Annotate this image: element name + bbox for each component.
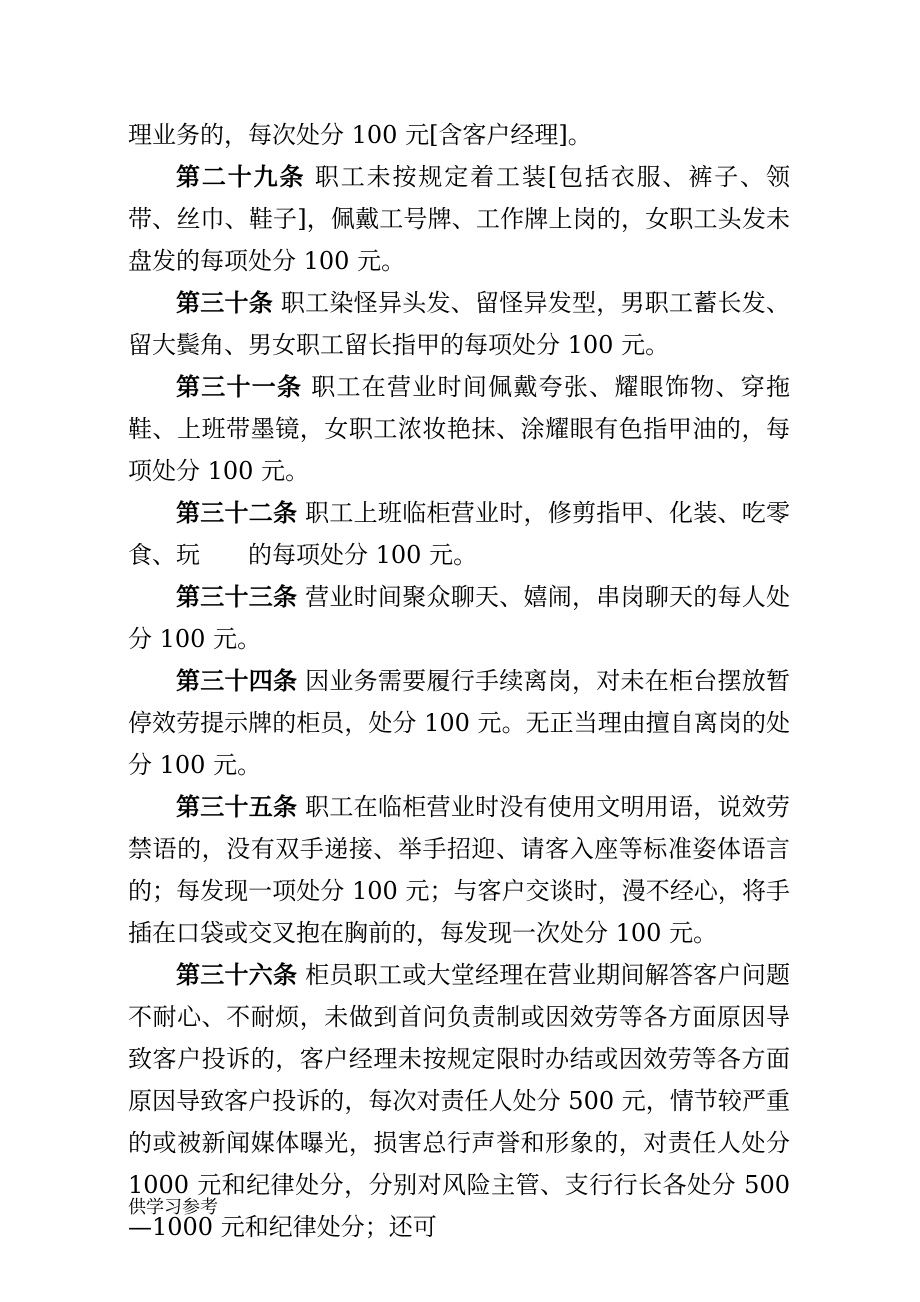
article-35: [128, 786, 790, 954]
article-heading: 第三十条: [176, 288, 274, 317]
article-text: 职工在临柜营业时没有使用文明用语，说效劳禁语的，没有双手递接、举手招迎、请客入座等标准姿体语言的；每发现一项处分 100 元；与客户交谈时，漫不经心，将手插在口袋或交叉抱在胸前的，每发现一次处分 100 元。: [128, 793, 791, 947]
article-text: 职工染怪异头发、留怪异发型，男职工蓄长发、留大鬓角、男女职工留长指甲的每项处分 100 元。: [128, 289, 791, 359]
article-text: 柜员职工或大堂经理在营业期间解答客户问题不耐心、不耐烦，未做到首问负责制或因效劳等各方面原因导致客户投诉的，客户经理未按规定限时办结或因效劳等各方面原因导致客户投诉的，每次对责任人处分 500 元，情节较严重的或被新闻媒体曝光，损害总行声誉和形象的，对责任人处分 1000 元和纪律处分，分别对风险主管、支行行长各处分 500—1000 元和纪律处分；还可: [128, 961, 791, 1241]
article-text: 职工在营业时间佩戴夸张、耀眼饰物、穿拖鞋、上班带墨镜，女职工浓妆艳抹、涂耀眼有色指甲油的，每项处分 100 元。: [128, 373, 791, 485]
article-heading: 第三十二条: [176, 498, 298, 527]
article-34: [128, 660, 790, 786]
article-text: 因业务需要履行手续离岗，对未在柜台摆放暂停效劳提示牌的柜员，处分 100 元。无正当理由擅自离岗的处分 100 元。: [128, 667, 791, 779]
article-30: [128, 282, 790, 366]
article-heading: 第二十九条: [176, 162, 306, 191]
article-text: 营业时间聚众聊天、嬉闹，串岗聊天的每人处分 100 元。: [128, 583, 791, 653]
paragraph-text: 理业务的，每次处分 100 元[含客户经理]。: [128, 121, 592, 149]
article-text: 职工上班临柜营业时，修剪指甲、化装、吃零食、玩 的每项处分 100 元。: [128, 499, 791, 569]
article-36: [128, 954, 790, 1248]
paragraph-continuation: [128, 114, 790, 156]
article-heading: 第三十四条: [176, 666, 298, 695]
article-32: [128, 492, 790, 576]
article-heading: 第三十五条: [176, 792, 298, 821]
article-heading: 第三十六条: [176, 960, 298, 989]
footer-note: 供学习参考: [128, 1197, 218, 1218]
article-heading: 第三十一条: [176, 372, 303, 401]
article-heading: 第三十三条: [176, 582, 298, 611]
article-text: 职工未按规定着工装[包括衣服、裤子、领带、丝巾、鞋子]，佩戴工号牌、工作牌上岗的，女职工头发未盘发的每项处分 100 元。: [128, 163, 790, 275]
article-29: [128, 156, 790, 282]
document-body: [128, 114, 790, 1248]
article-31: [128, 366, 790, 492]
article-33: [128, 576, 790, 660]
